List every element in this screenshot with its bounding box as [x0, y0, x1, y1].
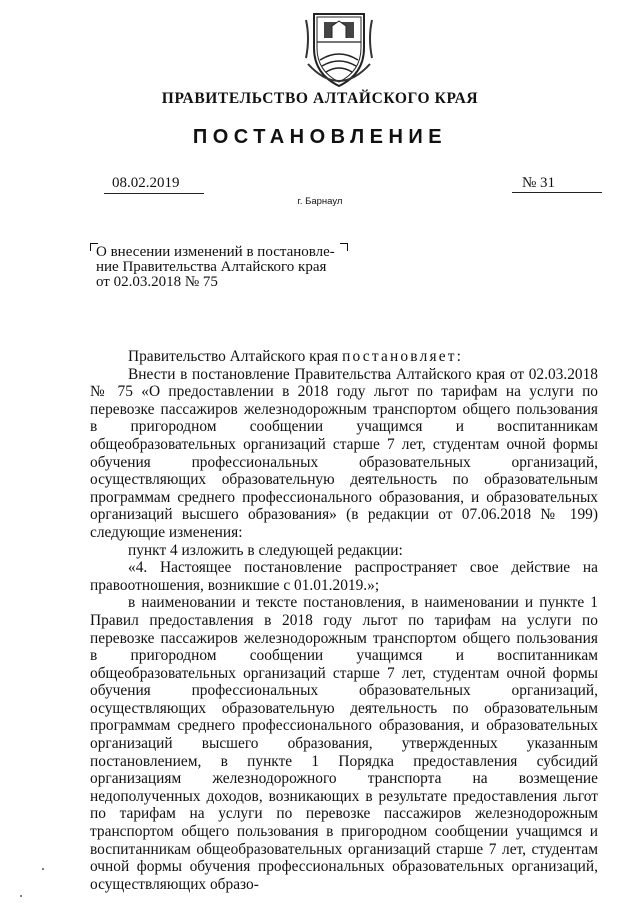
scan-speck	[20, 895, 22, 897]
document-subject	[96, 245, 356, 290]
coat-of-arms-icon	[304, 8, 374, 90]
organization-name: ПРАВИТЕЛЬСТВО АЛТАЙСКОГО КРАЯ	[161, 90, 479, 107]
body-paragraph-4: в наименовании и тексте постановления, в наименовании и пункте 1 Правил предоставления в 2018 году льгот по тарифам на услуги по перевозке пассажиров железнодорожным транспортом общего пользования в пригородном сообщении учащимся и воспитанникам общеобразовательных организаций старше 7 лет, студентам очной формы обучения профессиональных образовательных организаций, осуществляющих образовательную деятельность по образовательным программам среднего профессионального образования, и образовательных организаций высшего образования, утвержденных указанным постановлением, в пункте 1 Порядка предоставления субсидий организациям железнодорожного транспорта на возмещение недополученных доходов, возникающих в результате предоставления льгот по тарифам на услуги по перевозке пассажиров железнодорожным транспортом общего пользования в пригородном сообщении учащимся и воспитанникам общеобразовательных организаций старше 7 лет, студентам очной формы обучения профессиональных образовательных организаций, осуществляющих образо-	[90, 594, 598, 893]
body-paragraph-2: пункт 4 изложить в следующей редакции:	[128, 541, 403, 559]
document-city: г. Барнаул	[297, 196, 343, 207]
document-body	[90, 348, 598, 893]
decree-keyword: постановляет:	[342, 348, 464, 365]
subject-line: от 02.03.2018 № 75	[96, 274, 218, 290]
subject-line: О внесении изменений в постановле-	[96, 244, 335, 260]
scan-speck	[42, 868, 44, 870]
document-type-title: ПОСТАНОВЛЕНИЕ	[192, 126, 448, 148]
body-paragraph-3: «4. Настоящее постановление распространяет свое действие на правоотношения, возникшие с 01.01.2019.»;	[90, 559, 598, 594]
subject-line: ние Правительства Алтайского края	[96, 259, 327, 275]
body-paragraph-1: Внести в постановление Правительства Алтайского края от 02.03.2018 № 75 «О предоставлении в 2018 году льгот по тарифам на услуги по перевозке пассажиров железнодорожным транспортом общего пользования в пригородном сообщении учащимся и воспитанникам общеобразовательных организаций старше 7 лет, студентам очной формы обучения профессиональных образовательных организаций, осуществляющих образовательную деятельность по образовательным программам среднего профессионального образования, и образовательных организаций высшего образования» (в редакции от 07.06.2018 № 199) следующие изменения:	[90, 365, 598, 541]
intro-text: Правительство Алтайского края	[128, 348, 343, 365]
document-date: 08.02.2019	[104, 175, 204, 194]
document-number: № 31	[512, 175, 602, 193]
intro-paragraph	[90, 348, 598, 366]
